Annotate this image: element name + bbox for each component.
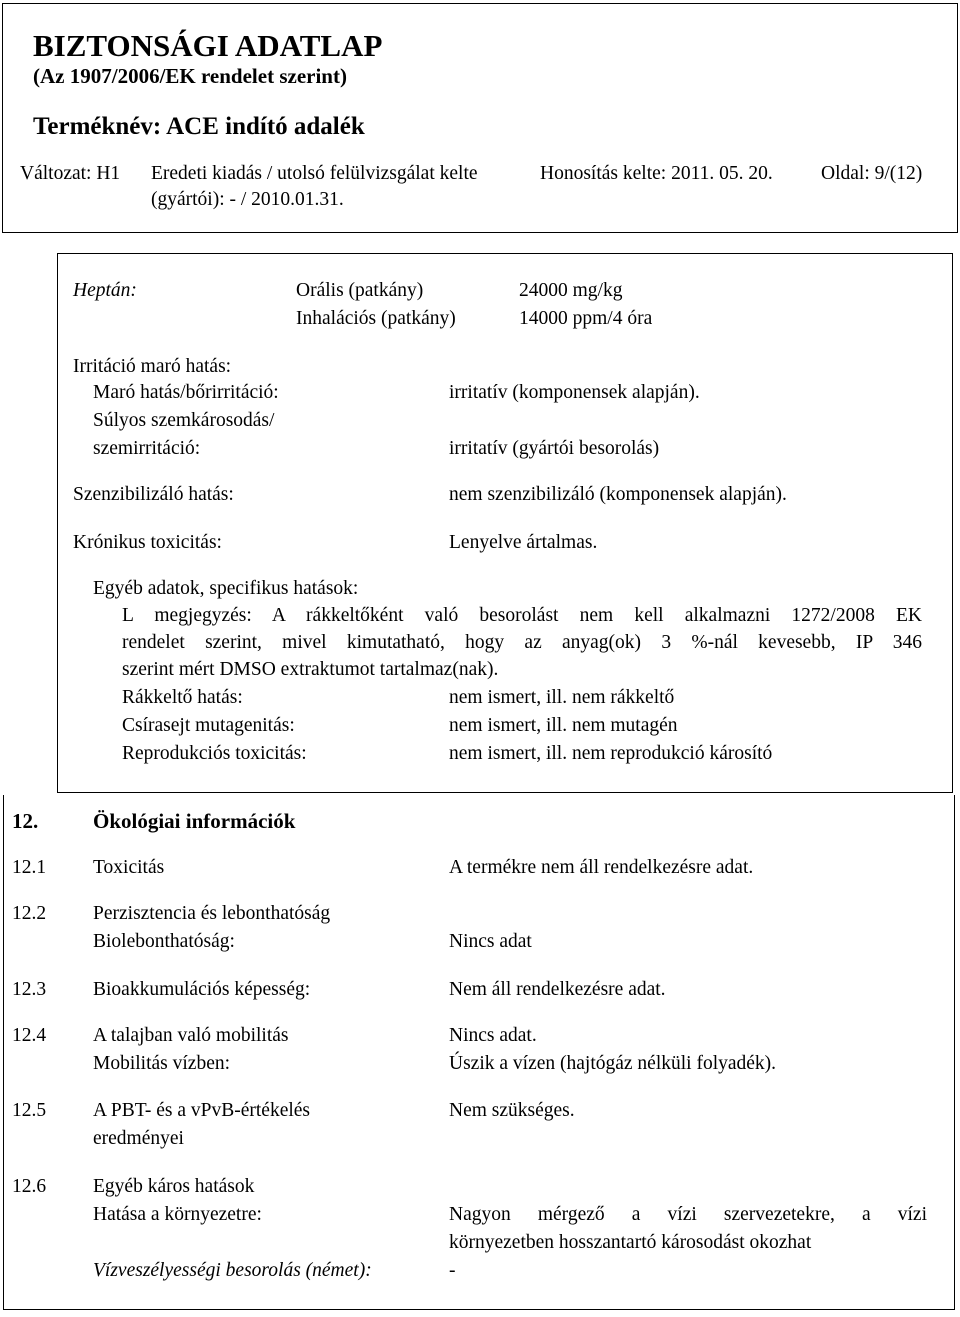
eye-value: irritatív (gyártói besorolás) — [449, 438, 660, 459]
version: Változat: H1 — [20, 163, 121, 184]
pbt-value: Nem szükséges. — [449, 1100, 575, 1121]
sensitization-label: Szenzibilizáló hatás: — [73, 484, 234, 505]
subsection-number: 12.1 — [12, 857, 47, 878]
effect-label: Csírasejt mutagenitás: — [122, 715, 295, 736]
bioaccumulation-value: Nem áll rendelkezésre adat. — [449, 979, 666, 1000]
persistence-label: Perzisztencia és lebonthatóság — [93, 903, 331, 924]
toxicology-box — [57, 253, 953, 793]
environment-label: Hatása a környezetre: — [93, 1204, 262, 1225]
toxicity-value: A termékre nem áll rendelkezésre adat. — [449, 857, 754, 878]
pbt-label: eredményei — [93, 1128, 184, 1149]
note-line: L megjegyzés: A rákkeltőként való besorolást nem kell alkalmazni 1272/2008 EK — [122, 605, 922, 626]
chronic-label: Krónikus toxicitás: — [73, 532, 222, 553]
subsection-number: 12.4 — [12, 1025, 47, 1046]
issue-date: (gyártói): - / 2010.01.31. — [151, 189, 344, 210]
subsection-number: 12.5 — [12, 1100, 47, 1121]
eye-label: Súlyos szemkárosodás/ — [93, 410, 275, 431]
effect-value: nem ismert, ill. nem mutagén — [449, 715, 678, 736]
section-number: 12. — [12, 809, 39, 833]
skin-label: Maró hatás/bőrirritáció: — [93, 382, 279, 403]
note-line: szerint mért DMSO extraktumot tartalmaz(nak). — [122, 659, 499, 680]
biodegradability-value: Nincs adat — [449, 931, 532, 952]
irritation-heading: Irritáció maró hatás: — [73, 356, 232, 377]
pbt-label: A PBT- és a vPvB-értékelés — [93, 1100, 311, 1121]
bioaccumulation-label: Bioakkumulációs képesség: — [93, 979, 311, 1000]
page-number: Oldal: 9/(12) — [821, 163, 923, 184]
eye-label: szemirritáció: — [93, 438, 201, 459]
note-line: rendelet szerint, mivel kimutatható, hogy az anyag(ok) 3 %-nál kevesebb, IP 346 — [122, 632, 922, 653]
product-name: Terméknév: ACE indító adalék — [33, 113, 365, 140]
heptane-route: Inhalációs (patkány) — [296, 308, 456, 329]
heptane-value: 14000 ppm/4 óra — [519, 308, 653, 329]
effect-label: Reprodukciós toxicitás: — [122, 743, 307, 764]
other-heading: Egyéb adatok, specifikus hatások: — [93, 578, 359, 599]
soil-mobility-label: A talajban való mobilitás — [93, 1025, 289, 1046]
section-title: Ökológiai információk — [93, 809, 296, 833]
heptane-label: Heptán: — [73, 280, 137, 301]
environment-value: környezetben hosszantartó károsodást okozhat — [449, 1232, 812, 1253]
sensitization-value: nem szenzibilizáló (komponensek alapján). — [449, 484, 787, 505]
soil-mobility-value: Nincs adat. — [449, 1025, 537, 1046]
biodegradability-label: Biolebonthatóság: — [93, 931, 235, 952]
chronic-value: Lenyelve ártalmas. — [449, 532, 598, 553]
subsection-number: 12.6 — [12, 1176, 47, 1197]
wgk-value: - — [449, 1260, 456, 1281]
effect-value: nem ismert, ill. nem rákkeltő — [449, 687, 675, 708]
skin-value: irritatív (komponensek alapján). — [449, 382, 700, 403]
issue-label: Eredeti kiadás / utolsó felülvizsgálat kelte — [151, 163, 478, 184]
water-mobility-label: Mobilitás vízben: — [93, 1053, 231, 1074]
effect-value: nem ismert, ill. nem reprodukció károsító — [449, 743, 773, 764]
environment-value: Nagyon mérgező a vízi szervezetekre, a vízi — [449, 1204, 927, 1225]
water-mobility-value: Úszik a vízen (hajtógáz nélküli folyadék). — [449, 1053, 777, 1074]
doc-title: BIZTONSÁGI ADATLAP — [33, 28, 383, 63]
regulation: (Az 1907/2006/EK rendelet szerint) — [33, 64, 347, 88]
heptane-route: Orális (patkány) — [296, 280, 424, 301]
other-effects-label: Egyéb káros hatások — [93, 1176, 255, 1197]
effect-label: Rákkeltő hatás: — [122, 687, 243, 708]
localization-date: Honosítás kelte: 2011. 05. 20. — [540, 163, 773, 184]
subsection-number: 12.3 — [12, 979, 47, 1000]
heptane-value: 24000 mg/kg — [519, 280, 623, 301]
toxicity-label: Toxicitás — [93, 857, 165, 878]
subsection-number: 12.2 — [12, 903, 47, 924]
wgk-label: Vízveszélyességi besorolás (német): — [93, 1260, 372, 1281]
